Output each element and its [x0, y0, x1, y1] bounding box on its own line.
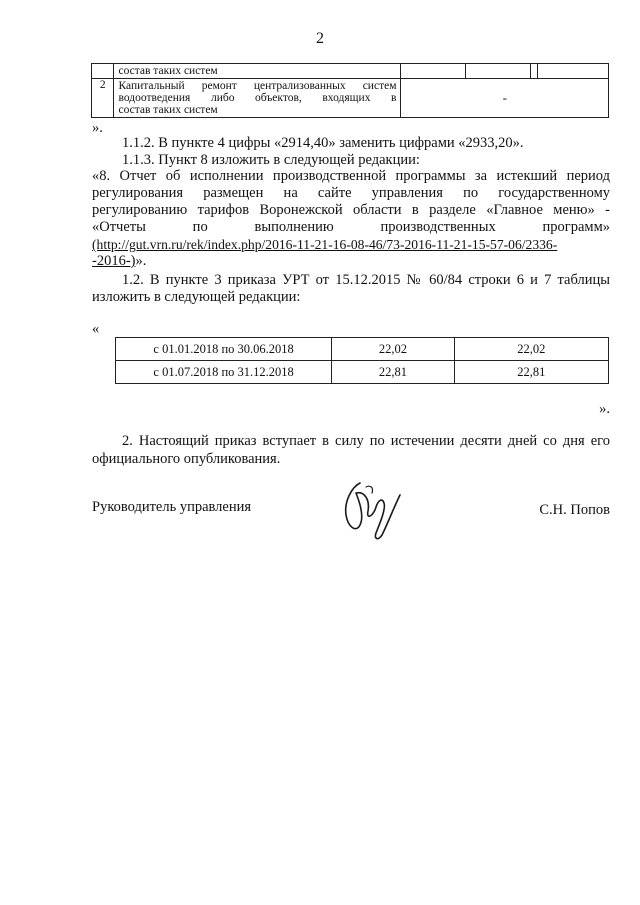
table-cell-name: Капитальный ремонт централизованных систем водоотведения либо объектов, входящих в состав таких систем [114, 79, 401, 118]
table-row [116, 361, 609, 384]
quote-close: ». [92, 120, 103, 136]
table-cell-value: 22,02 [332, 338, 455, 361]
paragraph-1-1-3: 1.1.3. Пункт 8 изложить в следующей редакции: [122, 152, 420, 168]
page-number: 2 [316, 30, 324, 47]
quote-open: « [92, 321, 100, 337]
signatory-name: С.Н. Попов [539, 502, 610, 518]
paragraph-2-line: официального опубликования. [92, 451, 281, 467]
paragraph-8-line: регулирования размещен на сайте управления по государственному [92, 185, 610, 201]
continued-table [91, 63, 609, 118]
table-cell-value: - [401, 79, 609, 118]
paragraph-1-2-line: 1.2. В пункте 3 приказа УРТ от 15.12.2015 № 60/84 строки 6 и 7 таблицы [122, 272, 610, 288]
table-row [116, 338, 609, 361]
tariff-table [115, 337, 609, 384]
table-cell-value: 22,81 [454, 361, 608, 384]
table-cell-value: 22,81 [332, 361, 455, 384]
paragraph-8-line: регулированию тарифов Воронежской области в разделе «Главное меню» - [92, 202, 610, 218]
paragraph-1-2-line: изложить в следующей редакции: [92, 289, 301, 305]
paragraph-2-line: 2. Настоящий приказ вступает в силу по истечении десяти дней со дня его [122, 433, 610, 449]
url-link[interactable]: -2016-) [92, 253, 136, 269]
table-cell-number: 2 [92, 79, 114, 118]
paragraph-8-line: «8. Отчет об исполнении производственной программы за истекший период [92, 168, 610, 184]
table-cell-value: 22,02 [454, 338, 608, 361]
table-cell-period: с 01.01.2018 по 30.06.2018 [116, 338, 332, 361]
table-row [92, 64, 609, 79]
table-row [92, 79, 609, 118]
paragraph-8-line: «Отчеты по выполнению производственных программ» [92, 219, 610, 235]
paragraph-1-1-2: 1.1.2. В пункте 4 цифры «2914,40» заменить цифрами «2933,20». [122, 135, 524, 151]
table-cell-period: с 01.07.2018 по 31.12.2018 [116, 361, 332, 384]
handwritten-signature [330, 477, 410, 547]
url-link[interactable]: (http://gut.vrn.ru/rek/index.php/2016-11-21-16-08-46/73-2016-11-21-15-57-06/2336- [92, 237, 558, 252]
quote-close: ». [599, 401, 610, 417]
paragraph-8-end: -2016-)». [92, 253, 147, 269]
signatory-position: Руководитель управления [92, 499, 252, 515]
table-cell-name: состав таких систем [114, 64, 401, 79]
